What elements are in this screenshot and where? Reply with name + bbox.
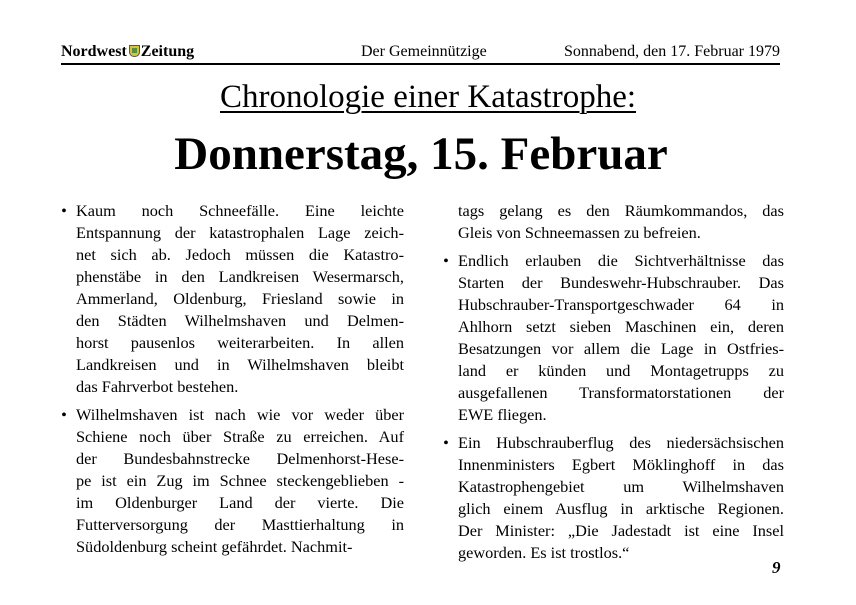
text-line: net sich ab. Jedoch müssen die Katastro-	[76, 245, 404, 264]
bullet-text	[76, 404, 404, 558]
text-line: Ammerland, Oldenburg, Friesland sowie in	[76, 289, 404, 308]
bullet-icon: •	[443, 251, 449, 270]
text-line: Ahlhorn setzt sieben Maschinen ein, deren	[458, 317, 784, 336]
headline: Donnerstag, 15. Februar	[174, 128, 668, 180]
newspaper-name-part2: Zeitung	[140, 43, 195, 60]
bullet-text	[458, 432, 784, 564]
text-line: Futterversorgung der Masttierhaltung in	[76, 515, 404, 534]
text-line: EWE fliegen.	[458, 405, 547, 424]
text-line: Landkreisen und in Wilhelmshaven bleibt	[76, 355, 404, 374]
bullet-item	[58, 200, 404, 398]
text-line: Kaum noch Schneefälle. Eine leichte	[76, 201, 404, 220]
bullet-icon: •	[443, 433, 449, 452]
text-line: Katastrophengebiet um Wilhelmshaven	[458, 477, 784, 496]
continued-text	[440, 200, 784, 244]
text-line: Innenministers Egbert Möklinghoff in das	[458, 455, 784, 474]
text-line: im Oldenburger Land der vierte. Die	[76, 493, 404, 512]
text-line: ausgefallenen Transformatorstationen der	[458, 383, 784, 402]
issue-date: Sonnabend, den 17. Februar 1979	[564, 43, 780, 60]
crest-icon	[129, 45, 140, 57]
right-column	[440, 200, 784, 570]
bullet-item	[58, 404, 404, 558]
page-number: 9	[772, 558, 781, 577]
text-line: Entspannung der katastrophalen Lage zeich-	[76, 223, 404, 242]
text-line: Besatzungen vor allem die Lage in Ostfries-	[458, 339, 784, 358]
bullet-icon: •	[61, 201, 67, 220]
text-line: geworden. Es ist trostlos.“	[458, 543, 630, 562]
text-line: das Fahrverbot bestehen.	[76, 377, 239, 396]
text-line: glich einem Ausflug in arktische Regionen.	[458, 499, 784, 518]
bullet-text	[76, 200, 404, 398]
text-line: den Städten Wilhelmshaven und Delmen-	[76, 311, 404, 330]
text-line: Gleis von Schneemassen zu befreien.	[458, 223, 701, 242]
text-line: Südoldenburg scheint gefährdet. Nachmit-	[76, 537, 353, 556]
text-line: Schiene noch über Straße zu erreichen. Auf	[76, 427, 404, 446]
text-line: Endlich erlauben die Sichtverhältnisse das	[458, 251, 784, 270]
text-line: land er künden und Montagetrupps zu	[458, 361, 784, 380]
bullet-text	[458, 250, 784, 426]
text-line: Ein Hubschrauberflug des niedersächsischen	[458, 433, 784, 452]
text-line: Starten der Bundeswehr-Hubschrauber. Das	[458, 273, 784, 292]
text-line: Hubschrauber-Transportgeschwader 64 in	[458, 295, 784, 314]
section-name: Der Gemeinnützige	[361, 43, 487, 60]
kicker-title: Chronologie einer Katastrophe:	[219, 79, 637, 115]
text-line: Wilhelmshaven ist nach wie vor weder über	[76, 405, 404, 424]
masthead	[61, 41, 780, 65]
text-line: phenstäbe in den Landkreisen Wesermarsch,	[76, 267, 404, 286]
text-line: pe ist ein Zug im Schnee steckengeblieben -	[76, 471, 404, 490]
bullet-icon: •	[61, 405, 67, 424]
newspaper-name-part1: Nordwest	[61, 43, 127, 60]
newspaper-name	[61, 41, 194, 63]
text-line: Der Minister: „Die Jadestadt ist eine Insel	[458, 521, 784, 540]
text-line: der Bundesbahnstrecke Delmenhorst-Hese-	[76, 449, 404, 468]
text-line: horst pausenlos weiterarbeiten. In allen	[76, 333, 404, 352]
left-column	[58, 200, 404, 564]
bullet-item	[440, 250, 784, 426]
bullet-item	[440, 432, 784, 564]
text-line: tags gelang es den Räumkommandos, das	[458, 201, 784, 220]
